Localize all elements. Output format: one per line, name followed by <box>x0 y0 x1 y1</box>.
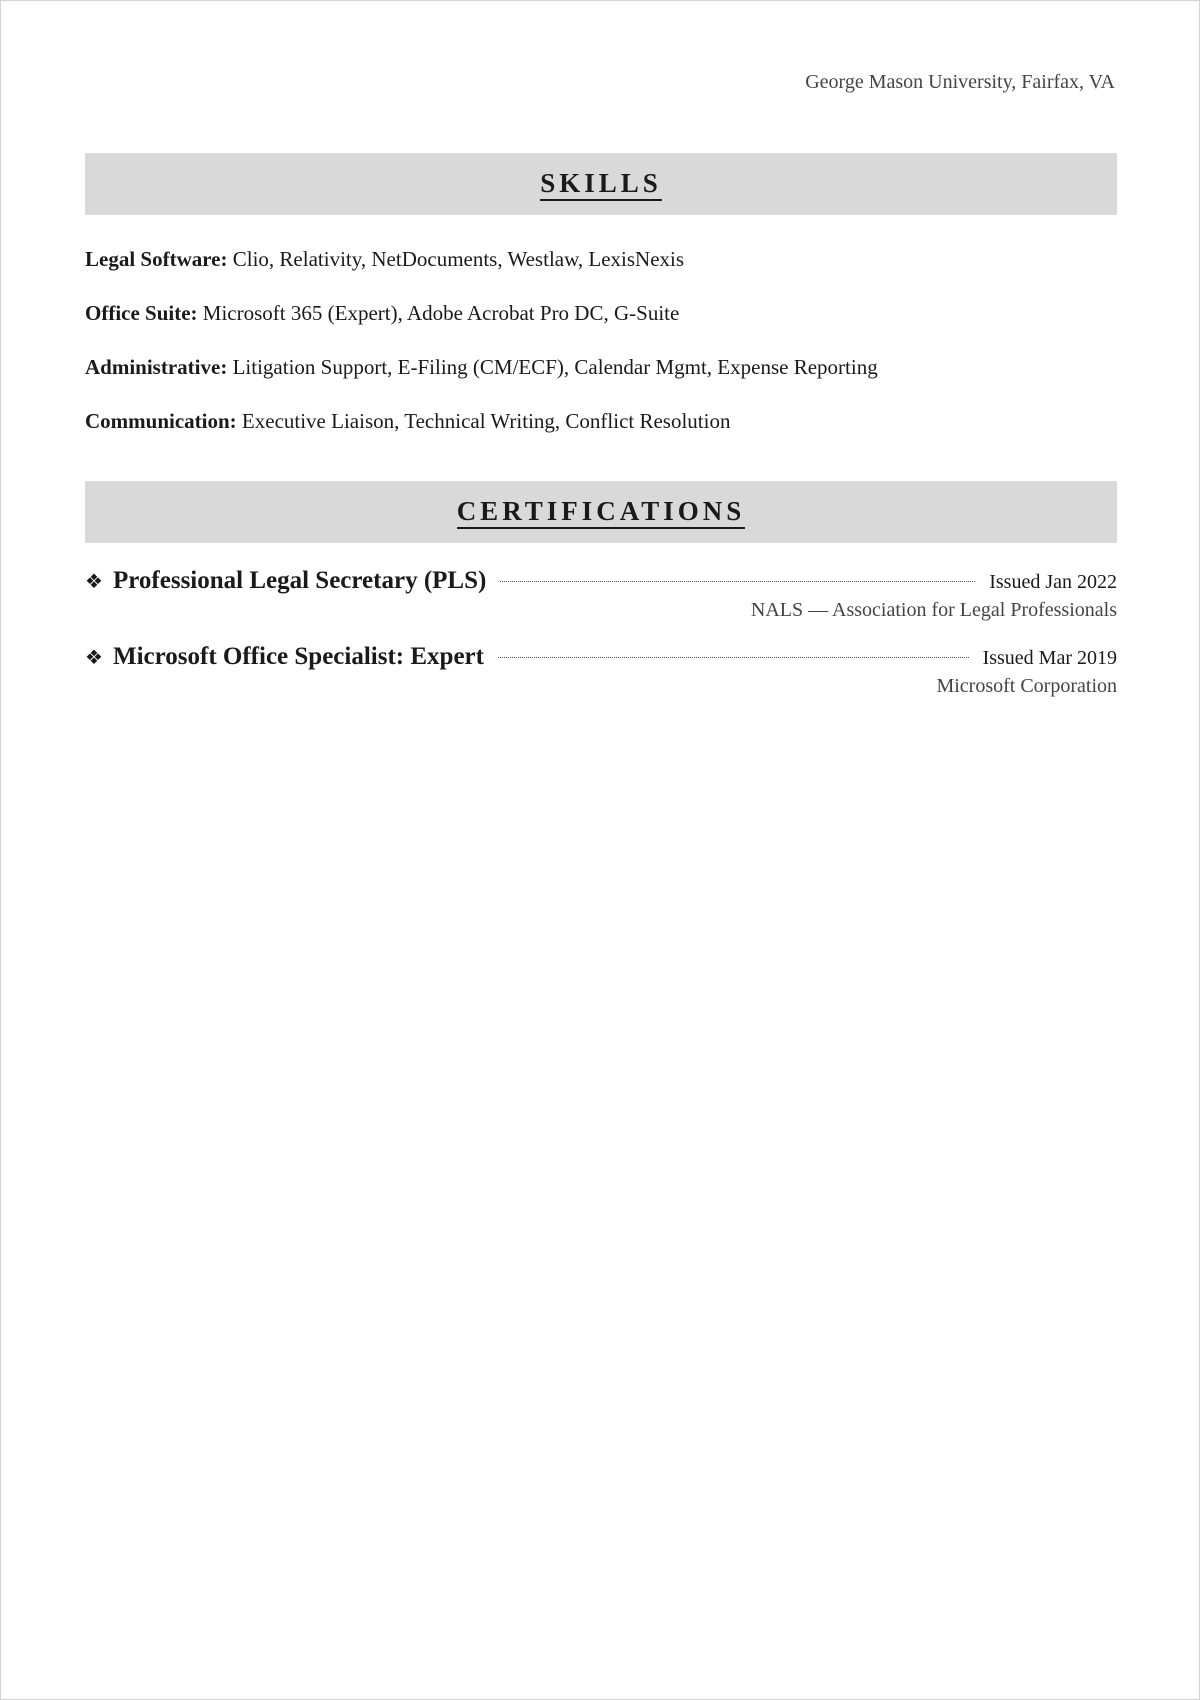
skill-label: Legal Software: <box>85 247 228 271</box>
skill-row-communication <box>85 409 730 434</box>
skill-value: Clio, Relativity, NetDocuments, Westlaw, LexisNexis <box>232 247 685 271</box>
education-location: George Mason University, Fairfax, VA <box>805 71 1115 93</box>
certifications-title: CERTIFICATIONS <box>457 496 746 529</box>
certification-date: Issued Jan 2022 <box>989 571 1117 593</box>
certifications-section-header <box>85 481 1117 543</box>
certification-name: Microsoft Office Specialist: Expert <box>113 643 484 670</box>
certification-issuer: Microsoft Corporation <box>936 675 1117 697</box>
dotted-leader <box>500 581 975 582</box>
skill-label: Office Suite: <box>85 301 198 325</box>
diamond-bullet-icon: ❖ <box>85 647 103 669</box>
skill-label: Administrative: <box>85 355 228 379</box>
skills-section-header <box>85 153 1117 215</box>
certification-item <box>85 567 1117 622</box>
skill-row-administrative <box>85 355 878 380</box>
skill-value: Litigation Support, E-Filing (CM/ECF), Calendar Mgmt, Expense Reporting <box>232 355 878 379</box>
dotted-leader <box>498 657 969 658</box>
certification-issuer: NALS — Association for Legal Professionals <box>750 599 1117 621</box>
skill-row-legal-software <box>85 247 684 272</box>
diamond-bullet-icon: ❖ <box>85 571 103 593</box>
skill-row-office-suite <box>85 301 679 326</box>
certification-item <box>85 643 1117 698</box>
skill-value: Executive Liaison, Technical Writing, Conflict Resolution <box>241 409 731 433</box>
certification-date: Issued Mar 2019 <box>982 647 1117 669</box>
skill-value: Microsoft 365 (Expert), Adobe Acrobat Pro DC, G-Suite <box>202 301 680 325</box>
skill-label: Communication: <box>85 409 237 433</box>
skills-title: SKILLS <box>540 168 662 201</box>
certification-name: Professional Legal Secretary (PLS) <box>113 567 487 594</box>
